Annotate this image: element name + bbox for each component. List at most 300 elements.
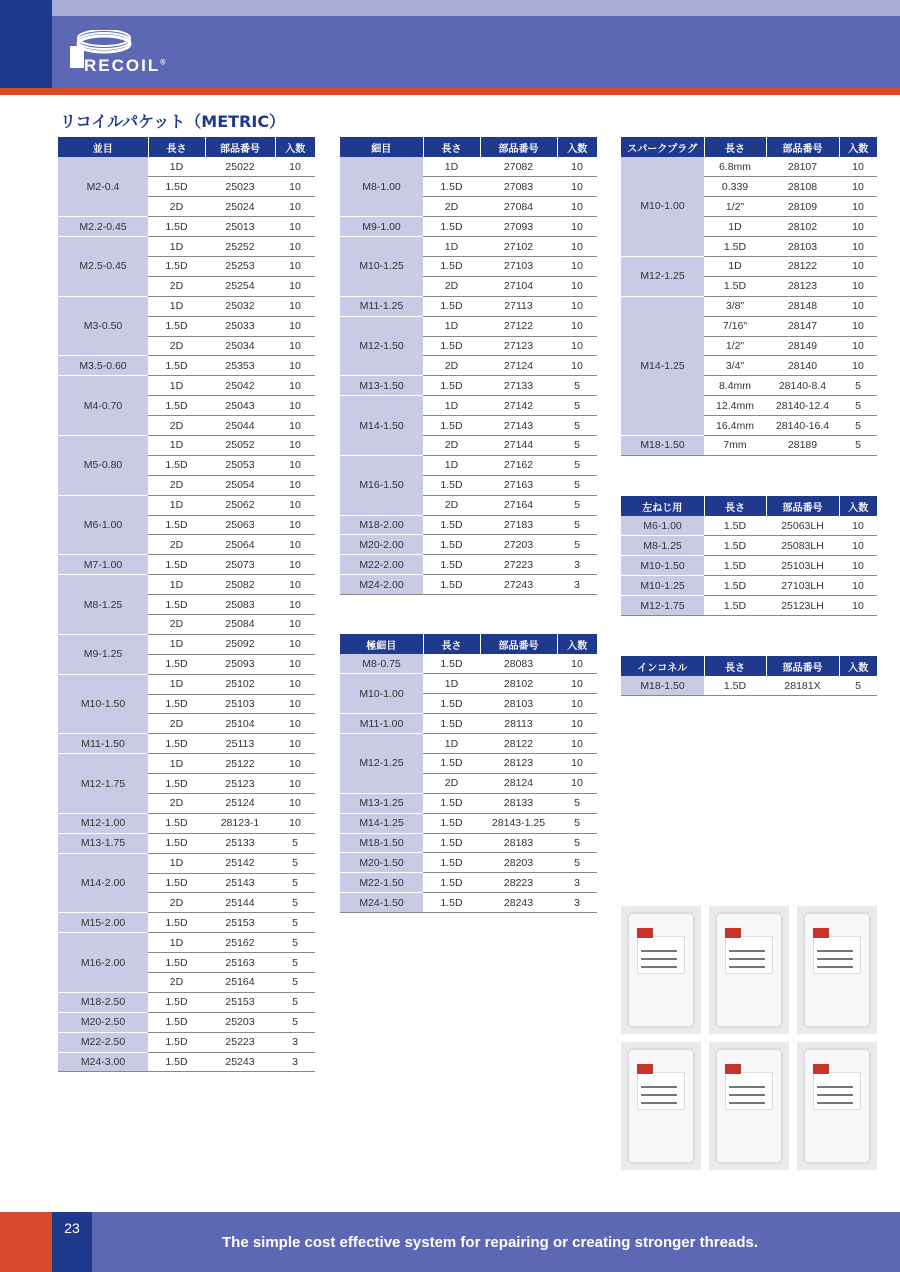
quantity-cell: 5 [557, 396, 597, 416]
quantity-cell: 10 [557, 773, 597, 793]
quantity-cell: 10 [839, 256, 877, 276]
quantity-cell: 5 [557, 515, 597, 535]
length-cell: 1D [148, 933, 205, 953]
length-cell: 6.8mm [704, 157, 766, 177]
thread-size-cell: M14-1.25 [340, 813, 423, 833]
part-number-cell: 27243 [480, 575, 557, 595]
column-header-len: 長さ [704, 496, 766, 516]
table-row [58, 555, 315, 575]
header-corner-block [0, 0, 52, 88]
table-row [340, 734, 597, 754]
part-number-cell: 27123 [480, 336, 557, 356]
table-row [58, 813, 315, 833]
quantity-cell: 10 [839, 177, 877, 197]
part-number-cell: 28183 [480, 833, 557, 853]
length-cell: 2D [423, 197, 480, 217]
quantity-cell: 10 [275, 455, 315, 475]
quantity-cell: 5 [275, 873, 315, 893]
length-cell: 2D [423, 773, 480, 793]
part-number-cell: 25084 [205, 614, 275, 634]
column-header-qty: 入数 [557, 137, 597, 157]
table-row [340, 296, 597, 316]
quantity-cell: 5 [557, 813, 597, 833]
part-number-cell: 25034 [205, 336, 275, 356]
part-number-cell: 25144 [205, 893, 275, 913]
column-header-part: 部品番号 [766, 137, 839, 157]
thread-size-cell: M22-2.00 [340, 555, 423, 575]
column-header-len: 長さ [148, 137, 205, 157]
quantity-cell: 10 [275, 614, 315, 634]
length-cell: 1.5D [148, 396, 205, 416]
part-number-cell: 27223 [480, 555, 557, 575]
quantity-cell: 10 [275, 575, 315, 595]
thread-size-cell: M24-3.00 [58, 1052, 148, 1072]
table-row [58, 754, 315, 774]
part-number-cell: 27124 [480, 356, 557, 376]
length-cell: 7/16" [704, 316, 766, 336]
table-row [340, 157, 597, 177]
part-number-cell: 27113 [480, 296, 557, 316]
part-number-cell: 28149 [766, 336, 839, 356]
quantity-cell: 10 [275, 634, 315, 654]
quantity-cell: 10 [839, 276, 877, 296]
part-number-cell: 25043 [205, 396, 275, 416]
part-number-cell: 28147 [766, 316, 839, 336]
table-row [58, 992, 315, 1012]
thread-size-cell: M9-1.25 [58, 634, 148, 674]
column-header-len: 長さ [704, 656, 766, 676]
part-number-cell: 28102 [480, 674, 557, 694]
spark-plug-table [621, 137, 877, 456]
part-number-cell: 25143 [205, 873, 275, 893]
quantity-cell: 10 [275, 495, 315, 515]
quantity-cell: 10 [557, 256, 597, 276]
part-number-cell: 25053 [205, 455, 275, 475]
quantity-cell: 5 [275, 853, 315, 873]
part-number-cell: 28122 [766, 256, 839, 276]
quantity-cell: 10 [557, 753, 597, 773]
length-cell: 1.5D [423, 177, 480, 197]
thread-size-cell: M6-1.00 [621, 516, 704, 536]
footer-red-block [0, 1212, 52, 1272]
table-row [58, 575, 315, 595]
quantity-cell: 10 [839, 596, 877, 616]
part-number-cell: 28083 [480, 654, 557, 674]
thread-size-cell: M8-1.00 [340, 157, 423, 217]
quantity-cell: 10 [557, 217, 597, 237]
length-cell: 1.5D [423, 753, 480, 773]
thread-size-cell: M2-0.4 [58, 157, 148, 217]
thread-size-cell: M18-1.50 [340, 833, 423, 853]
thread-size-cell: M3.5-0.60 [58, 356, 148, 376]
thread-size-cell: M2.5-0.45 [58, 237, 148, 297]
thread-size-cell: M10-1.50 [58, 674, 148, 734]
thread-size-cell: M6-1.00 [58, 495, 148, 555]
quantity-cell: 10 [275, 714, 315, 734]
table-row [58, 674, 315, 694]
quantity-cell: 5 [839, 396, 877, 416]
table-row [340, 575, 597, 595]
part-number-cell: 25153 [205, 992, 275, 1012]
table-row [58, 1032, 315, 1052]
part-number-cell: 28181X [766, 676, 839, 696]
length-cell: 1D [423, 396, 480, 416]
part-number-cell: 25163 [205, 953, 275, 973]
part-number-cell: 27144 [480, 435, 557, 455]
column-header-len: 長さ [423, 137, 480, 157]
part-number-cell: 25024 [205, 197, 275, 217]
length-cell: 12.4mm [704, 396, 766, 416]
table-row [58, 634, 315, 654]
quantity-cell: 10 [557, 177, 597, 197]
table-row [621, 576, 877, 596]
part-number-cell: 28103 [766, 237, 839, 257]
thread-size-cell: M18-1.50 [621, 676, 704, 696]
quantity-cell: 10 [557, 276, 597, 296]
table-header-row [58, 137, 315, 157]
part-number-cell: 25243 [205, 1052, 275, 1072]
length-cell: 1.5D [148, 515, 205, 535]
product-photos [621, 906, 877, 1170]
part-number-cell: 28143-1.25 [480, 813, 557, 833]
column-header-qty: 入数 [839, 496, 877, 516]
quantity-cell: 5 [275, 833, 315, 853]
table-row [340, 793, 597, 813]
part-number-cell: 27142 [480, 396, 557, 416]
length-cell: 1.5D [148, 873, 205, 893]
quantity-cell: 10 [275, 296, 315, 316]
quantity-cell: 10 [275, 316, 315, 336]
column-header-len: 長さ [704, 137, 766, 157]
part-number-cell: 28123-1 [205, 813, 275, 833]
part-number-cell: 25093 [205, 654, 275, 674]
column-header-qty: 入数 [275, 137, 315, 157]
length-cell: 1.5D [148, 953, 205, 973]
table-row [621, 157, 877, 177]
length-cell: 1.5D [148, 1052, 205, 1072]
table-row [621, 516, 877, 536]
part-number-cell: 25044 [205, 416, 275, 436]
part-number-cell: 25064 [205, 535, 275, 555]
part-number-cell: 28103 [480, 694, 557, 714]
length-cell: 2D [148, 614, 205, 634]
column-header-part: 部品番号 [766, 656, 839, 676]
part-number-cell: 25103LH [766, 556, 839, 576]
quantity-cell: 10 [275, 774, 315, 794]
quantity-cell: 10 [839, 237, 877, 257]
part-number-cell: 25252 [205, 237, 275, 257]
table-row [621, 596, 877, 616]
length-cell: 1.5D [423, 555, 480, 575]
table-row [340, 555, 597, 575]
quantity-cell: 10 [557, 157, 597, 177]
quantity-cell: 5 [839, 435, 877, 455]
length-cell: 1.5D [423, 336, 480, 356]
quantity-cell: 10 [275, 515, 315, 535]
length-cell: 1.5D [704, 676, 766, 696]
part-number-cell: 25052 [205, 435, 275, 455]
footer-tagline: The simple cost effective system for repairing or creating stronger threads. [222, 1234, 758, 1251]
length-cell: 1.5D [148, 913, 205, 933]
thread-size-cell: M18-2.50 [58, 992, 148, 1012]
page-footer [0, 1212, 900, 1272]
quantity-cell: 5 [839, 676, 877, 696]
quantity-cell: 5 [557, 793, 597, 813]
length-cell: 1.5D [423, 575, 480, 595]
quantity-cell: 10 [839, 576, 877, 596]
thread-size-cell: M4-0.70 [58, 376, 148, 436]
length-cell: 2D [148, 893, 205, 913]
quantity-cell: 10 [275, 197, 315, 217]
length-cell: 1.5D [423, 217, 480, 237]
quantity-cell: 5 [557, 376, 597, 396]
quantity-cell: 10 [839, 217, 877, 237]
thread-size-cell: M20-1.50 [340, 853, 423, 873]
quantity-cell: 10 [557, 734, 597, 754]
thread-size-cell: M14-1.25 [621, 296, 704, 435]
packet-photo [621, 1042, 701, 1170]
part-number-cell: 27102 [480, 237, 557, 257]
table-row [621, 435, 877, 455]
thread-size-cell: M8-1.25 [621, 536, 704, 556]
length-cell: 1D [423, 455, 480, 475]
quantity-cell: 5 [275, 913, 315, 933]
packet-photo [709, 906, 789, 1034]
part-number-cell: 27162 [480, 455, 557, 475]
length-cell: 1.5D [148, 455, 205, 475]
part-number-cell: 25223 [205, 1032, 275, 1052]
table-row [340, 515, 597, 535]
inconel-table [621, 656, 877, 696]
thread-size-cell: M14-1.50 [340, 396, 423, 456]
table-row [340, 853, 597, 873]
column-header-part: 部品番号 [766, 496, 839, 516]
quantity-cell: 3 [275, 1052, 315, 1072]
thread-size-cell: M10-1.50 [621, 556, 704, 576]
quantity-cell: 10 [275, 177, 315, 197]
page-title: リコイルパケット（METRIC） [60, 112, 286, 131]
thread-size-cell: M11-1.50 [58, 734, 148, 754]
column-header-qty: 入数 [839, 137, 877, 157]
thread-size-cell: M11-1.25 [340, 296, 423, 316]
quantity-cell: 10 [557, 296, 597, 316]
length-cell: 1D [148, 575, 205, 595]
length-cell: 1.5D [148, 555, 205, 575]
part-number-cell: 25162 [205, 933, 275, 953]
quantity-cell: 5 [557, 455, 597, 475]
quantity-cell: 10 [275, 157, 315, 177]
length-cell: 2D [148, 973, 205, 993]
table-title: 極細目 [340, 634, 423, 654]
length-cell: 8.4mm [704, 376, 766, 396]
column-header-part: 部品番号 [205, 137, 275, 157]
thread-size-cell: M20-2.50 [58, 1012, 148, 1032]
quantity-cell: 10 [275, 794, 315, 814]
length-cell: 2D [148, 197, 205, 217]
quantity-cell: 5 [557, 853, 597, 873]
part-number-cell: 28123 [766, 276, 839, 296]
part-number-cell: 27104 [480, 276, 557, 296]
length-cell: 1D [423, 157, 480, 177]
table-title: 並目 [58, 137, 148, 157]
brand-wordmark: RECOIL® [84, 56, 168, 75]
quantity-cell: 10 [275, 356, 315, 376]
length-cell: 1.5D [423, 376, 480, 396]
quantity-cell: 5 [557, 833, 597, 853]
length-cell: 1.5D [148, 813, 205, 833]
table-row [58, 356, 315, 376]
table-row [58, 853, 315, 873]
part-number-cell: 27164 [480, 495, 557, 515]
page-header [0, 0, 900, 96]
table-row [340, 455, 597, 475]
length-cell: 1D [423, 734, 480, 754]
quantity-cell: 10 [275, 416, 315, 436]
thread-size-cell: M10-1.00 [340, 674, 423, 714]
part-number-cell: 25063 [205, 515, 275, 535]
quantity-cell: 10 [275, 217, 315, 237]
length-cell: 2D [423, 276, 480, 296]
thread-size-cell: M20-2.00 [340, 535, 423, 555]
page-number: 23 [64, 1220, 80, 1236]
part-number-cell: 27133 [480, 376, 557, 396]
length-cell: 1D [704, 217, 766, 237]
length-cell: 1.5D [423, 714, 480, 734]
length-cell: 1D [148, 634, 205, 654]
length-cell: 1D [423, 674, 480, 694]
thread-size-cell: M10-1.25 [621, 576, 704, 596]
thread-size-cell: M22-1.50 [340, 873, 423, 893]
table-row [340, 237, 597, 257]
length-cell: 1.5D [423, 416, 480, 436]
coarse-thread-table [58, 137, 315, 1072]
part-number-cell: 25133 [205, 833, 275, 853]
length-cell: 1.5D [148, 694, 205, 714]
length-cell: 1.5D [423, 793, 480, 813]
part-number-cell: 25083 [205, 595, 275, 615]
part-number-cell: 25062 [205, 495, 275, 515]
table-header-row [621, 137, 877, 157]
quantity-cell: 3 [557, 575, 597, 595]
length-cell: 2D [148, 276, 205, 296]
quantity-cell: 5 [275, 933, 315, 953]
thread-size-cell: M13-1.50 [340, 376, 423, 396]
table-row [340, 535, 597, 555]
part-number-cell: 28109 [766, 197, 839, 217]
length-cell: 3/4" [704, 356, 766, 376]
quantity-cell: 10 [275, 276, 315, 296]
length-cell: 1.5D [423, 654, 480, 674]
length-cell: 1.5D [148, 256, 205, 276]
quantity-cell: 3 [557, 893, 597, 913]
thread-size-cell: M8-1.25 [58, 575, 148, 635]
quantity-cell: 10 [275, 813, 315, 833]
quantity-cell: 10 [839, 536, 877, 556]
column-header-qty: 入数 [557, 634, 597, 654]
packet-photo [709, 1042, 789, 1170]
table-row [340, 833, 597, 853]
part-number-cell: 28243 [480, 893, 557, 913]
length-cell: 2D [148, 535, 205, 555]
thread-size-cell: M16-1.50 [340, 455, 423, 515]
quantity-cell: 10 [275, 555, 315, 575]
part-number-cell: 25013 [205, 217, 275, 237]
table-row [340, 714, 597, 734]
table-header-row [340, 634, 597, 654]
thread-size-cell: M14-2.00 [58, 853, 148, 913]
table-row [621, 256, 877, 276]
fine-thread-table [340, 137, 597, 595]
length-cell: 1D [148, 495, 205, 515]
thread-size-cell: M24-1.50 [340, 893, 423, 913]
quantity-cell: 5 [557, 475, 597, 495]
table-row [621, 536, 877, 556]
thread-size-cell: M13-1.25 [340, 793, 423, 813]
thread-size-cell: M12-1.75 [58, 754, 148, 814]
part-number-cell: 28123 [480, 753, 557, 773]
table-row [58, 376, 315, 396]
part-number-cell: 25054 [205, 475, 275, 495]
header-red-stripe [0, 88, 900, 95]
length-cell: 1.5D [423, 853, 480, 873]
quantity-cell: 5 [275, 973, 315, 993]
part-number-cell: 28133 [480, 793, 557, 813]
table-title: 左ねじ用 [621, 496, 704, 516]
thread-size-cell: M13-1.75 [58, 833, 148, 853]
length-cell: 1D [704, 256, 766, 276]
table-row [621, 296, 877, 316]
thread-size-cell: M12-1.25 [340, 734, 423, 794]
part-number-cell: 28140-8.4 [766, 376, 839, 396]
length-cell: 1D [148, 237, 205, 257]
length-cell: 2D [423, 495, 480, 515]
part-number-cell: 27183 [480, 515, 557, 535]
quantity-cell: 10 [275, 754, 315, 774]
thread-size-cell: M12-1.50 [340, 316, 423, 376]
packet-photo [621, 906, 701, 1034]
length-cell: 1.5D [423, 893, 480, 913]
part-number-cell: 25142 [205, 853, 275, 873]
table-row [58, 296, 315, 316]
table-row [621, 556, 877, 576]
quantity-cell: 3 [557, 555, 597, 575]
part-number-cell: 25073 [205, 555, 275, 575]
table-row [58, 217, 315, 237]
header-light-band [0, 0, 900, 16]
quantity-cell: 10 [839, 556, 877, 576]
table-header-row [340, 137, 597, 157]
length-cell: 2D [148, 794, 205, 814]
part-number-cell: 28140-16.4 [766, 416, 839, 436]
column-header-len: 長さ [423, 634, 480, 654]
left-hand-thread-table [621, 496, 877, 616]
quantity-cell: 10 [557, 197, 597, 217]
table-row [58, 435, 315, 455]
thread-size-cell: M3-0.50 [58, 296, 148, 356]
part-number-cell: 25203 [205, 1012, 275, 1032]
length-cell: 1D [148, 435, 205, 455]
part-number-cell: 25022 [205, 157, 275, 177]
recoil-logo [70, 30, 220, 74]
length-cell: 1.5D [704, 536, 766, 556]
length-cell: 1.5D [423, 475, 480, 495]
length-cell: 1.5D [148, 734, 205, 754]
table-row [340, 396, 597, 416]
length-cell: 7mm [704, 435, 766, 455]
part-number-cell: 28124 [480, 773, 557, 793]
quantity-cell: 10 [839, 336, 877, 356]
table-title: 細目 [340, 137, 423, 157]
